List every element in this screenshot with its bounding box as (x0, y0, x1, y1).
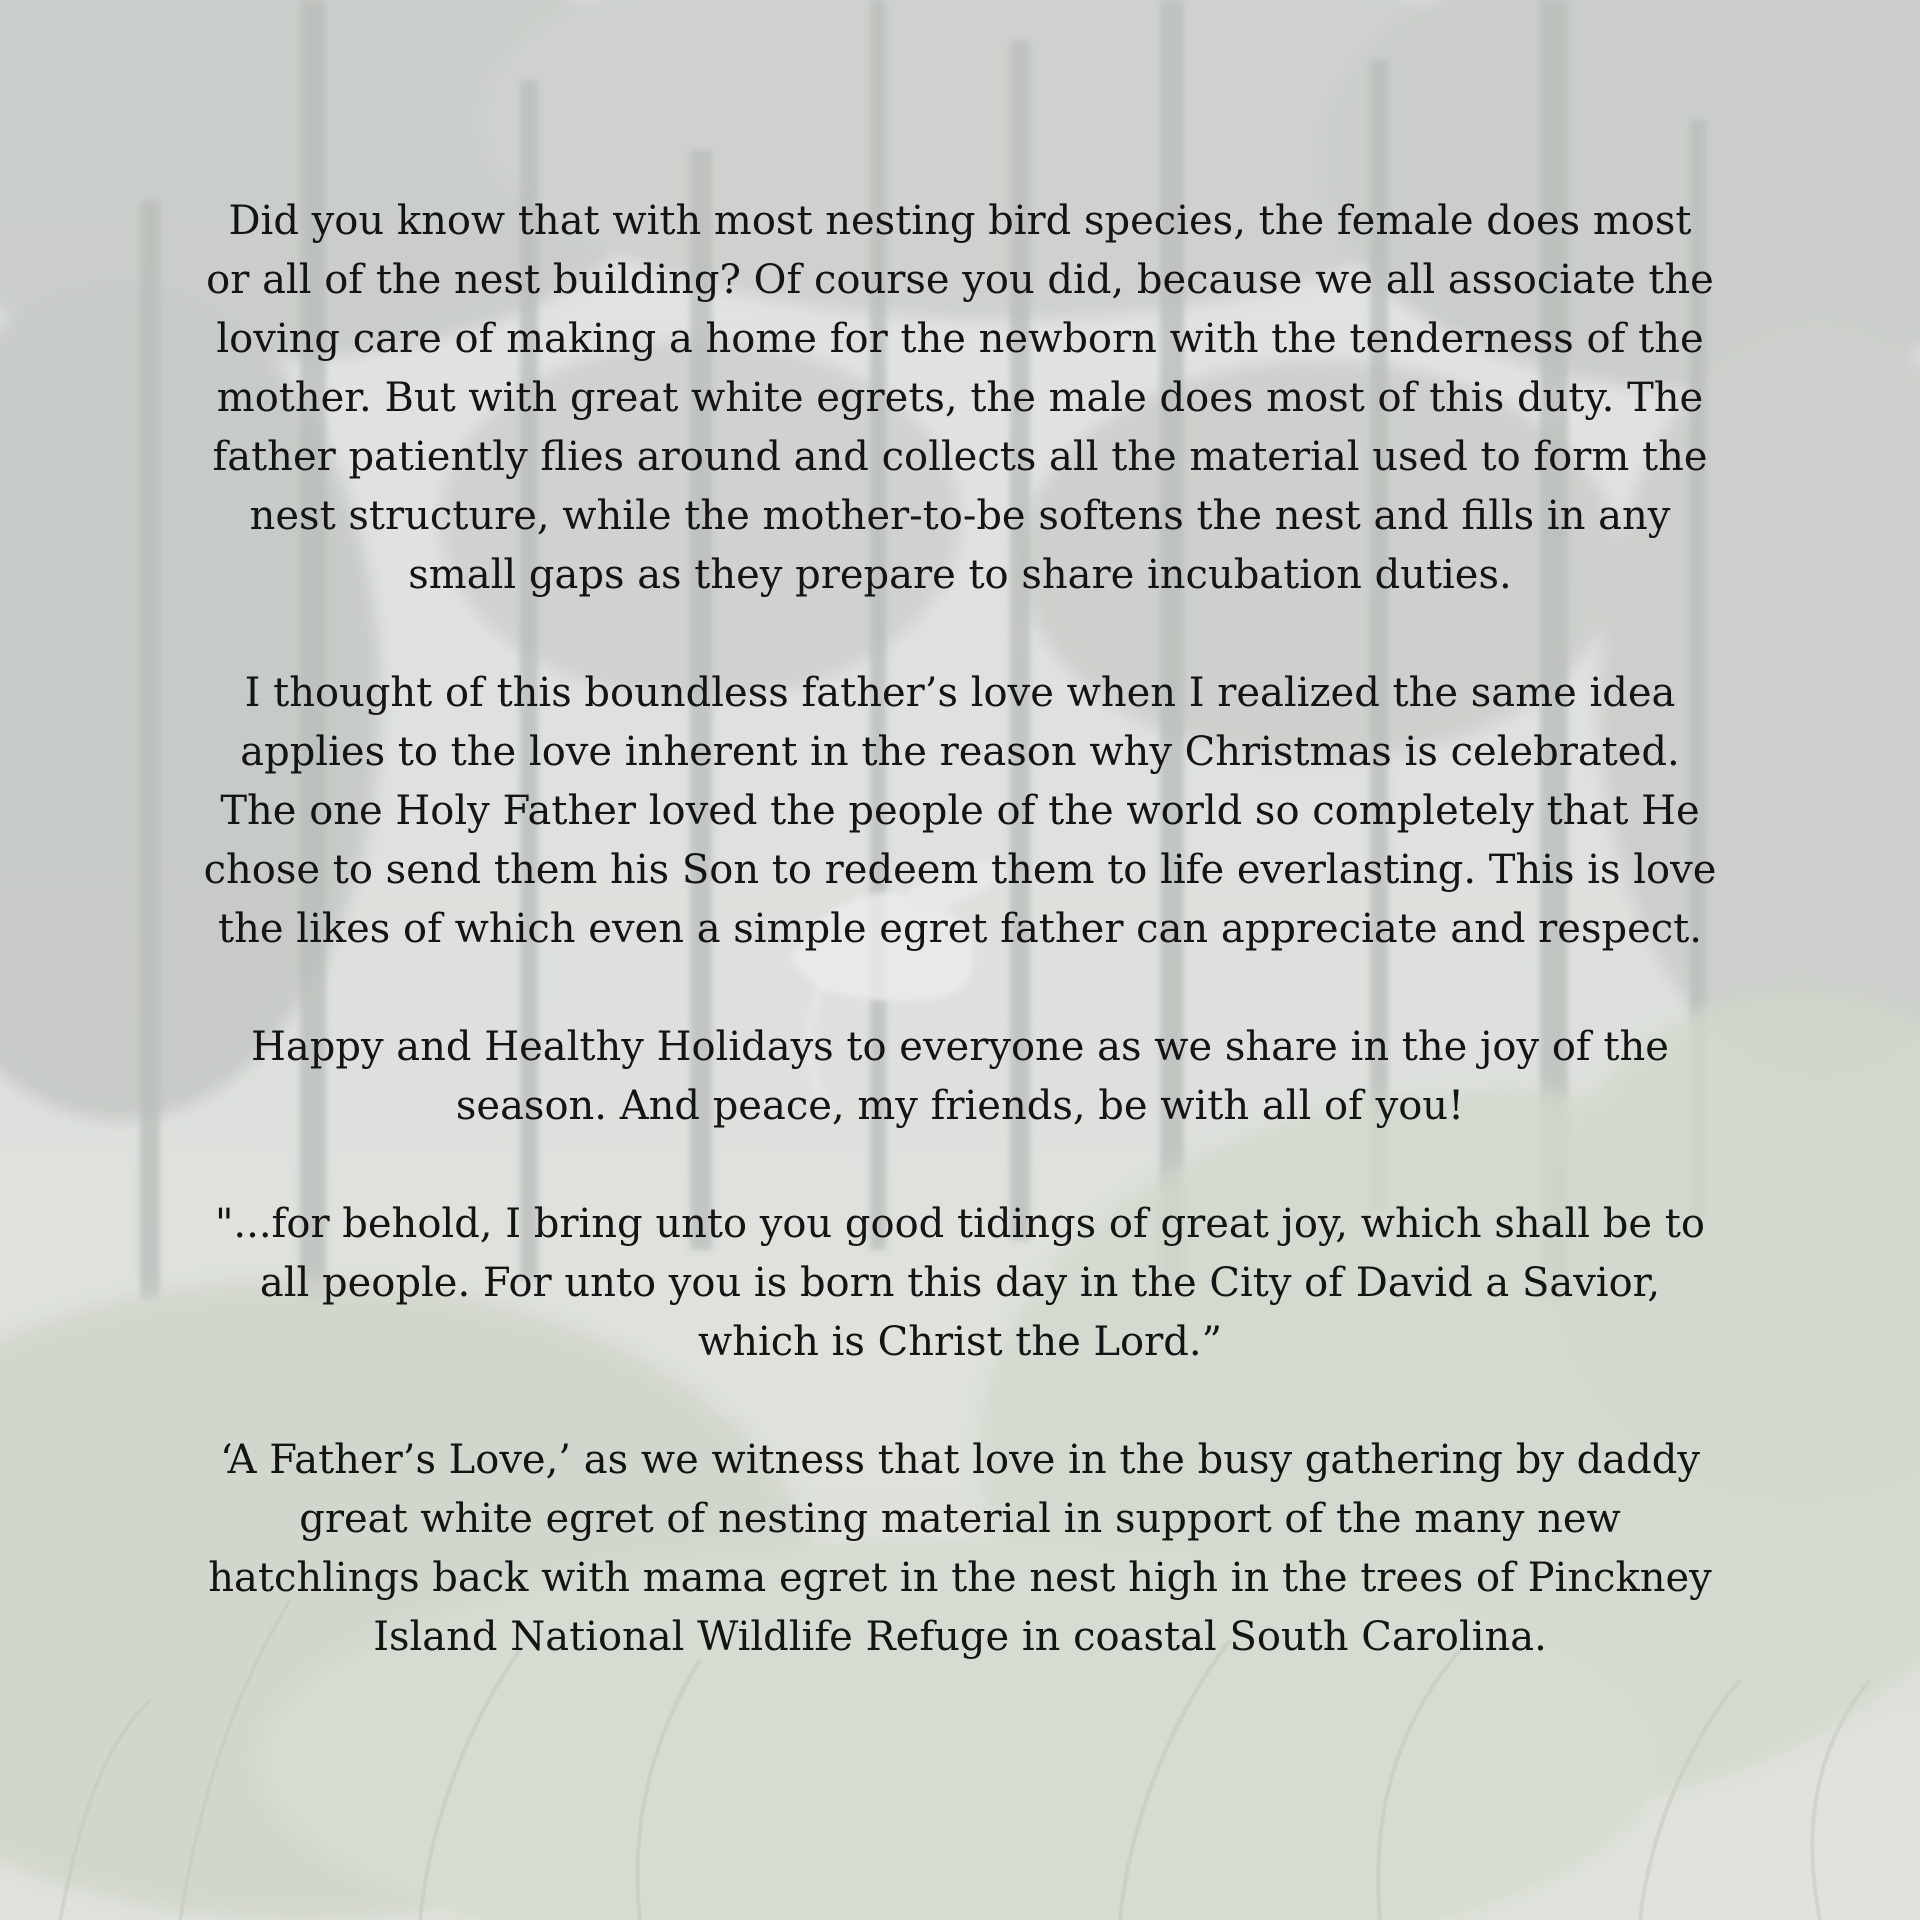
paragraph-line: Island National Wildlife Refuge in coastal South Carolina. (373, 1614, 1547, 1660)
paragraph-line: "...for behold, I bring unto you good tidings of great joy, which shall be to (215, 1201, 1705, 1247)
paragraph-line: great white egret of nesting material in support of the many new (299, 1496, 1621, 1542)
paragraph-line: father patiently flies around and collects all the material used to form the (212, 434, 1708, 480)
paragraph-line: I thought of this boundless father’s love when I realized the same idea (244, 670, 1676, 716)
paragraph-line: loving care of making a home for the newborn with the tenderness of the (216, 316, 1704, 362)
paragraph-line: ‘A Father’s Love,’ as we witness that love in the busy gathering by daddy (220, 1437, 1700, 1483)
paragraph-line: all people. For unto you is born this day in the City of David a Savior, (259, 1260, 1661, 1306)
paragraph-line: or all of the nest building? Of course you did, because we all associate the (206, 257, 1714, 303)
paragraph-caption (180, 1431, 1740, 1667)
paragraph-line: the likes of which even a simple egret father can appreciate and respect. (218, 906, 1702, 952)
paragraph-line: hatchlings back with mama egret in the nest high in the trees of Pinckney (208, 1555, 1712, 1601)
paragraph-line: season. And peace, my friends, be with all of you! (455, 1083, 1465, 1129)
paragraph-nesting (180, 192, 1740, 605)
paragraph-line: Happy and Healthy Holidays to everyone as we share in the joy of the (251, 1024, 1669, 1070)
paragraph-scripture-quote (180, 1195, 1740, 1372)
paragraph-line: nest structure, while the mother-to-be softens the nest and fills in any (249, 493, 1671, 539)
paragraph-line: The one Holy Father loved the people of the world so completely that He (220, 788, 1700, 834)
paragraph-line: applies to the love inherent in the reason why Christmas is celebrated. (240, 729, 1680, 775)
paragraph-christmas (180, 664, 1740, 959)
paragraph-line: which is Christ the Lord.” (697, 1319, 1223, 1365)
paragraph-line: chose to send them his Son to redeem them to life everlasting. This is love (203, 847, 1717, 893)
message-text-block (180, 192, 1740, 1726)
paragraph-holidays (180, 1018, 1740, 1136)
paragraph-line: mother. But with great white egrets, the male does most of this duty. The (216, 375, 1704, 421)
paragraph-line: Did you know that with most nesting bird species, the female does most (228, 198, 1692, 244)
paragraph-line: small gaps as they prepare to share incubation duties. (408, 552, 1512, 598)
